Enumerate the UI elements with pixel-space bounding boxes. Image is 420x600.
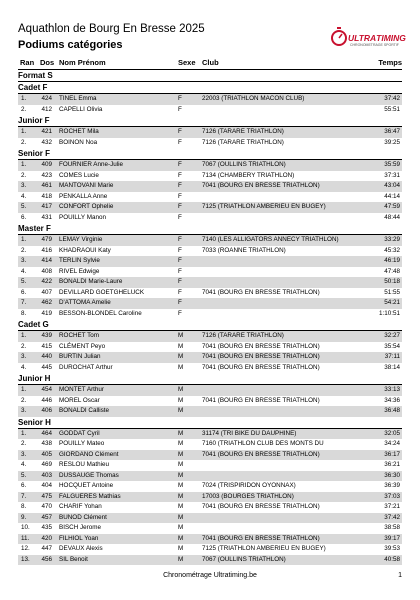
cell-name: DEVAUX Alexis <box>59 545 103 552</box>
cell-rank: 3. <box>21 257 27 264</box>
cell-rank: 3. <box>21 407 27 414</box>
cell-dos: 457 <box>41 513 52 521</box>
cell-name: CHARIF Yohan <box>59 503 102 510</box>
cell-sex: F <box>178 278 182 285</box>
table-row <box>18 363 402 374</box>
cell-rank: 7. <box>21 299 27 306</box>
cell-club: 7126 (TARARE TRIATHLON) <box>202 332 284 339</box>
cell-club: 7140 (LES ALLIGATORS ANNECY TRIATHLON) <box>202 236 339 243</box>
table-row <box>18 555 402 566</box>
page-title: Aquathlon de Bourg En Bresse 2025 <box>18 23 205 35</box>
cell-dos: 475 <box>41 492 52 500</box>
ultratiming-logo <box>330 26 406 48</box>
cell-time: 51:55 <box>384 288 400 296</box>
cell-club: 7041 (BOURG EN BRESSE TRIATHLON) <box>202 534 320 542</box>
cell-name: MANTOVANI Marie <box>59 182 114 189</box>
cell-sex: M <box>178 440 184 447</box>
cell-rank: 1. <box>21 128 27 135</box>
cell-name: MONTET Arthur <box>59 386 105 393</box>
table-row <box>18 331 402 342</box>
section-heading: Senior H <box>18 417 402 429</box>
cell-name: SIL Benoit <box>59 555 88 563</box>
cell-dos: 420 <box>41 534 52 542</box>
table-row <box>18 534 402 545</box>
cell-sex: M <box>178 545 184 552</box>
cell-dos: 435 <box>41 524 52 531</box>
cell-time: 36:30 <box>384 471 400 479</box>
cell-rank: 6. <box>21 288 27 296</box>
cell-club: 22003 (TRIATHLON MACON CLUB) <box>202 95 305 102</box>
cell-rank: 4. <box>21 267 27 275</box>
cell-time: 37:03 <box>384 492 400 500</box>
cell-name: BONALDI Marie-Laure <box>59 278 123 285</box>
table-row <box>18 298 402 309</box>
cell-rank: 1. <box>21 236 27 243</box>
cell-sex: M <box>178 396 184 404</box>
cell-club: 7041 (BOURG EN BRESSE TRIATHLON) <box>202 288 320 296</box>
cell-time: 35:59 <box>384 161 400 168</box>
cell-sex: F <box>178 128 182 135</box>
cell-time: 37:31 <box>384 171 400 179</box>
cell-sex: F <box>178 257 182 264</box>
cell-time: 32:05 <box>384 429 400 437</box>
table-row <box>18 406 402 417</box>
cell-dos: 421 <box>41 128 52 135</box>
cell-time: 45:32 <box>384 246 400 254</box>
cell-dos: 424 <box>41 95 52 102</box>
cell-rank: 5. <box>21 203 27 210</box>
section-heading: Cadet G <box>18 319 402 331</box>
cell-dos: 407 <box>41 288 52 296</box>
cell-rank: 6. <box>21 482 27 489</box>
cell-name: GIORDANO Clément <box>59 450 119 458</box>
cell-rank: 10. <box>21 524 30 531</box>
cell-time: 34:24 <box>384 440 400 447</box>
cell-sex: M <box>178 524 184 531</box>
cell-dos: 412 <box>41 105 52 113</box>
cell-sex: F <box>178 236 182 243</box>
table-row <box>18 160 402 171</box>
cell-name: BONALDI Calliste <box>59 407 110 414</box>
cell-name: ROCHET Tom <box>59 332 100 339</box>
cell-time: 36:48 <box>384 407 400 414</box>
cell-time: 46:19 <box>384 257 400 264</box>
cell-dos: 417 <box>41 203 52 210</box>
table-row <box>18 544 402 555</box>
table-row <box>18 385 402 396</box>
cell-rank: 2. <box>21 440 27 447</box>
cell-sex: F <box>178 171 182 179</box>
cell-name: CONFORT Ophelie <box>59 203 114 210</box>
table-row <box>18 523 402 534</box>
cell-dos: 414 <box>41 257 52 264</box>
cell-club: 31174 (TRI BIKE DU DAUPHINE) <box>202 429 297 437</box>
cell-dos: 408 <box>41 267 52 275</box>
cell-dos: 409 <box>41 161 52 168</box>
table-row <box>18 450 402 461</box>
table-row <box>18 171 402 182</box>
cell-rank: 4. <box>21 363 27 371</box>
results-table <box>18 70 402 565</box>
cell-time: 36:21 <box>384 461 400 468</box>
cell-sex: M <box>178 363 184 371</box>
cell-rank: 2. <box>21 342 27 350</box>
cell-rank: 8. <box>21 503 27 510</box>
cell-sex: M <box>178 386 184 393</box>
cell-sex: M <box>178 503 184 510</box>
cell-club: 7160 (TRIATHLON CLUB DES MONTS DU <box>202 440 324 447</box>
col-sex: Sexe <box>178 58 196 67</box>
cell-sex: F <box>178 203 182 210</box>
cell-name: TINEL Emma <box>59 95 97 102</box>
cell-club: 7125 (TRIATHLON AMBERIEU EN BUGEY) <box>202 545 326 552</box>
cell-time: 39:25 <box>384 138 400 146</box>
cell-sex: M <box>178 429 184 437</box>
cell-sex: F <box>178 95 182 102</box>
cell-name: DUSSAUGE Thomas <box>59 471 119 479</box>
cell-rank: 2. <box>21 138 27 146</box>
table-row <box>18 460 402 471</box>
cell-sex: F <box>178 138 182 146</box>
cell-dos: 454 <box>41 386 52 393</box>
section-heading: Format S <box>18 70 402 82</box>
logo-text: ULTRATIMING <box>348 33 406 43</box>
cell-name: CLÉMENT Peyo <box>59 342 106 350</box>
cell-club: 7024 (TRISPIRIDON OYONNAX) <box>202 482 296 489</box>
cell-rank: 1. <box>21 332 27 339</box>
cell-rank: 2. <box>21 246 27 254</box>
cell-sex: M <box>178 461 184 468</box>
cell-sex: M <box>178 555 184 563</box>
cell-sex: M <box>178 407 184 414</box>
cell-sex: M <box>178 513 184 521</box>
cell-dos: 445 <box>41 363 52 371</box>
cell-sex: M <box>178 492 184 500</box>
section-heading: Cadet F <box>18 82 402 94</box>
cell-name: RESLOU Mathieu <box>59 461 110 468</box>
cell-name: BUNOD Clément <box>59 513 107 521</box>
cell-sex: F <box>178 161 182 168</box>
cell-dos: 418 <box>41 192 52 200</box>
cell-dos: 470 <box>41 503 52 510</box>
cell-name: POUILLY Manon <box>59 213 107 221</box>
col-dos: Dos <box>40 58 55 67</box>
table-row <box>18 481 402 492</box>
table-row <box>18 267 402 278</box>
table-row <box>18 429 402 440</box>
table-row <box>18 513 402 524</box>
cell-name: GODDAT Cyril <box>59 429 100 437</box>
cell-dos: 405 <box>41 450 52 458</box>
cell-name: FILHIOL Yoan <box>59 534 99 542</box>
cell-name: PENKALLA Anne <box>59 192 108 200</box>
cell-dos: 423 <box>41 171 52 179</box>
cell-rank: 7. <box>21 492 27 500</box>
cell-time: 35:54 <box>384 342 400 350</box>
cell-rank: 9. <box>21 513 27 521</box>
cell-dos: 462 <box>41 299 52 306</box>
cell-name: BURTIN Julian <box>59 353 101 360</box>
col-name: Nom Prénom <box>59 58 106 67</box>
cell-time: 1:10:51 <box>378 309 400 317</box>
table-row <box>18 246 402 257</box>
cell-sex: F <box>178 213 182 221</box>
cell-sex: F <box>178 288 182 296</box>
cell-rank: 3. <box>21 182 27 189</box>
cell-club: 7125 (TRIATHLON AMBERIEU EN BUGEY) <box>202 203 326 210</box>
cell-time: 44:14 <box>384 192 400 200</box>
cell-dos: 404 <box>41 482 52 489</box>
cell-time: 36:39 <box>384 482 400 489</box>
cell-name: D'ATTOMA Amelie <box>59 299 111 306</box>
cell-sex: M <box>178 353 184 360</box>
table-row <box>18 309 402 320</box>
cell-time: 47:48 <box>384 267 400 275</box>
cell-club: 7033 (ROANNE TRIATHLON) <box>202 246 286 254</box>
cell-name: MOREL Oscar <box>59 396 100 404</box>
table-row <box>18 471 402 482</box>
cell-sex: F <box>178 246 182 254</box>
cell-dos: 416 <box>41 246 52 254</box>
table-row <box>18 127 402 138</box>
cell-name: COMES Lucie <box>59 171 99 179</box>
cell-rank: 13. <box>21 555 30 563</box>
cell-rank: 1. <box>21 429 27 437</box>
table-row <box>18 105 402 116</box>
cell-club: 17003 (BOURGES TRIATHLON) <box>202 492 294 500</box>
section-heading: Junior F <box>18 115 402 127</box>
cell-club: 7067 (OULLINS TRIATHLON) <box>202 555 286 563</box>
cell-name: TERLIN Sylvie <box>59 257 100 264</box>
cell-club: 7041 (BOURG EN BRESSE TRIATHLON) <box>202 363 320 371</box>
cell-time: 43:04 <box>384 182 400 189</box>
cell-club: 7134 (CHAMBERY TRIATHLON) <box>202 171 295 179</box>
cell-dos: 446 <box>41 396 52 404</box>
table-row <box>18 288 402 299</box>
cell-rank: 11. <box>21 534 30 542</box>
cell-time: 32:27 <box>384 332 400 339</box>
cell-dos: 432 <box>41 138 52 146</box>
cell-dos: 438 <box>41 440 52 447</box>
table-header <box>18 58 402 68</box>
table-row <box>18 492 402 503</box>
cell-dos: 406 <box>41 407 52 414</box>
table-row <box>18 502 402 513</box>
cell-time: 54:21 <box>384 299 400 306</box>
cell-rank: 6. <box>21 213 27 221</box>
col-time: Temps <box>378 58 402 67</box>
cell-rank: 2. <box>21 171 27 179</box>
cell-name: DEVILLARD GOETGHELUCK <box>59 288 145 296</box>
cell-rank: 5. <box>21 471 27 479</box>
cell-time: 39:53 <box>384 545 400 552</box>
cell-sex: M <box>178 342 184 350</box>
cell-rank: 5. <box>21 278 27 285</box>
cell-dos: 464 <box>41 429 52 437</box>
table-row <box>18 256 402 267</box>
col-rank: Ran <box>20 58 35 67</box>
cell-name: DUROCHAT Arthur <box>59 363 113 371</box>
page-number: 1 <box>398 572 402 579</box>
cell-sex: F <box>178 309 182 317</box>
cell-time: 55:51 <box>384 105 400 113</box>
logo-tagline: CHRONOMETRAGE SPORTIF <box>350 43 399 47</box>
cell-club: 7041 (BOURG EN BRESSE TRIATHLON) <box>202 353 320 360</box>
cell-dos: 456 <box>41 555 52 563</box>
table-row <box>18 342 402 353</box>
cell-rank: 3. <box>21 353 27 360</box>
stopwatch-icon <box>330 27 348 47</box>
cell-rank: 3. <box>21 450 27 458</box>
cell-time: 40:58 <box>384 555 400 563</box>
cell-time: 37:11 <box>384 353 400 360</box>
cell-time: 48:44 <box>384 213 400 221</box>
section-heading: Master F <box>18 223 402 235</box>
cell-name: ROCHET Mila <box>59 128 99 135</box>
section-heading: Senior F <box>18 148 402 160</box>
cell-name: BESSON-BLONDEL Caroline <box>59 309 142 317</box>
cell-rank: 2. <box>21 396 27 404</box>
cell-dos: 419 <box>41 309 52 317</box>
table-row <box>18 202 402 213</box>
footer-credit: Chronométrage Ultratiming.be <box>163 572 257 579</box>
cell-name: LEMAY Virginie <box>59 236 103 243</box>
cell-time: 33:29 <box>384 236 400 243</box>
cell-rank: 1. <box>21 386 27 393</box>
table-row <box>18 94 402 105</box>
cell-time: 47:59 <box>384 203 400 210</box>
cell-dos: 403 <box>41 471 52 479</box>
cell-name: RIVEL Edwige <box>59 267 100 275</box>
table-row <box>18 138 402 149</box>
cell-sex: M <box>178 332 184 339</box>
cell-time: 37:42 <box>384 95 400 102</box>
cell-name: POUILLY Mateo <box>59 440 105 447</box>
cell-sex: F <box>178 192 182 200</box>
cell-time: 50:18 <box>384 278 400 285</box>
cell-name: HOCQUET Antoine <box>59 482 114 489</box>
cell-rank: 8. <box>21 309 27 317</box>
cell-time: 36:47 <box>384 128 400 135</box>
cell-rank: 4. <box>21 192 27 200</box>
cell-sex: F <box>178 105 182 113</box>
cell-time: 38:14 <box>384 363 400 371</box>
cell-dos: 439 <box>41 332 52 339</box>
cell-club: 7041 (BOURG EN BRESSE TRIATHLON) <box>202 450 320 458</box>
cell-dos: 440 <box>41 353 52 360</box>
cell-dos: 422 <box>41 278 52 285</box>
table-row <box>18 192 402 203</box>
cell-rank: 12. <box>21 545 30 552</box>
cell-sex: M <box>178 534 184 542</box>
cell-dos: 469 <box>41 461 52 468</box>
cell-rank: 2. <box>21 105 27 113</box>
cell-name: FOURNIER Anne-Julie <box>59 161 124 168</box>
cell-dos: 415 <box>41 342 52 350</box>
page-subtitle: Podiums catégories <box>18 39 123 51</box>
cell-sex: F <box>178 299 182 306</box>
cell-dos: 479 <box>41 236 52 243</box>
cell-dos: 461 <box>41 182 52 189</box>
cell-club: 7126 (TARARE TRIATHLON) <box>202 128 284 135</box>
cell-rank: 1. <box>21 161 27 168</box>
cell-time: 37:42 <box>384 513 400 521</box>
cell-club: 7041 (BOURG EN BRESSE TRIATHLON) <box>202 182 320 189</box>
section-heading: Junior H <box>18 373 402 385</box>
cell-time: 38:58 <box>384 524 400 531</box>
cell-sex: F <box>178 267 182 275</box>
cell-name: KHADRAOUI Katy <box>59 246 111 254</box>
table-row <box>18 439 402 450</box>
table-row <box>18 277 402 288</box>
cell-club: 7041 (BOURG EN BRESSE TRIATHLON) <box>202 503 320 510</box>
cell-time: 34:36 <box>384 396 400 404</box>
cell-club: 7126 (TARARE TRIATHLON) <box>202 138 284 146</box>
cell-sex: M <box>178 482 184 489</box>
table-row <box>18 235 402 246</box>
cell-dos: 447 <box>41 545 52 552</box>
cell-time: 36:17 <box>384 450 400 458</box>
cell-rank: 1. <box>21 95 27 102</box>
col-club: Club <box>202 58 219 67</box>
cell-name: BISCH Jerome <box>59 524 101 531</box>
cell-rank: 4. <box>21 461 27 468</box>
table-row <box>18 213 402 224</box>
table-row <box>18 396 402 407</box>
cell-sex: M <box>178 471 184 479</box>
cell-club: 7041 (BOURG EN BRESSE TRIATHLON) <box>202 396 320 404</box>
cell-time: 39:17 <box>384 534 400 542</box>
cell-sex: F <box>178 182 182 189</box>
cell-time: 37:21 <box>384 503 400 510</box>
cell-name: CAPELLI Olivia <box>59 105 103 113</box>
cell-sex: M <box>178 450 184 458</box>
cell-time: 33:13 <box>384 386 400 393</box>
cell-club: 7041 (BOURG EN BRESSE TRIATHLON) <box>202 342 320 350</box>
cell-club: 7067 (OULLINS TRIATHLON) <box>202 161 286 168</box>
table-row <box>18 352 402 363</box>
table-row <box>18 181 402 192</box>
cell-name: FALGUERES Mathias <box>59 492 121 500</box>
cell-dos: 431 <box>41 213 52 221</box>
cell-name: BOINON Noa <box>59 138 98 146</box>
